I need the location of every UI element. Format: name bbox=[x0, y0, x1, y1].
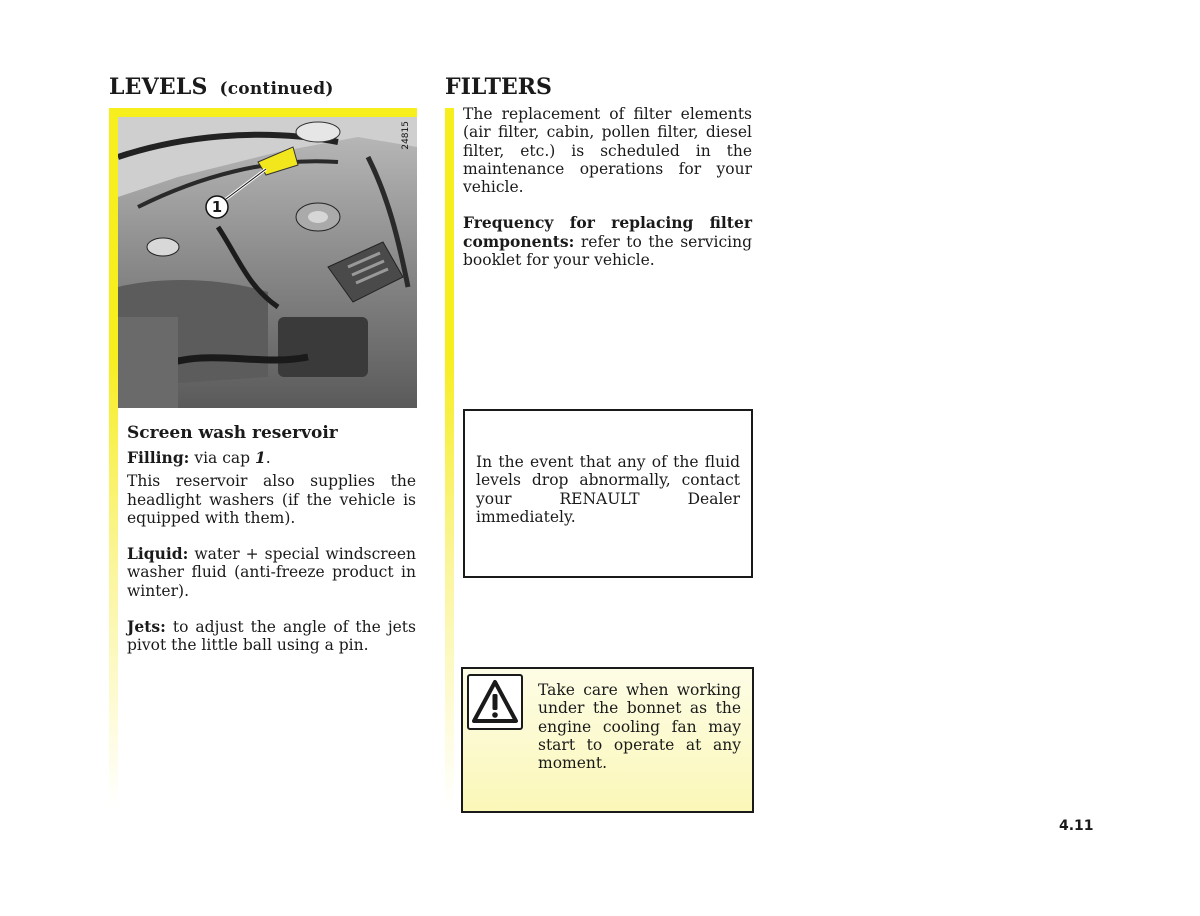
warning-triangle-icon bbox=[467, 674, 523, 730]
left-text-column bbox=[127, 422, 416, 655]
callout-label-1: 1 bbox=[211, 198, 223, 216]
heading-levels: LEVELS bbox=[109, 74, 208, 100]
warning-box bbox=[461, 667, 754, 813]
jets-paragraph bbox=[127, 618, 416, 655]
frequency-paragraph bbox=[463, 214, 752, 269]
accent-bar-top bbox=[109, 108, 417, 117]
filling-text: via cap bbox=[189, 449, 255, 467]
notice-text: In the event that any of the fluid levels drop abnormally, contact your RENAULT Dealer immediately. bbox=[476, 453, 740, 526]
page-number: 4.11 bbox=[1059, 818, 1094, 834]
engine-bay-illustration bbox=[118, 117, 417, 408]
heading-continued: (continued) bbox=[219, 79, 334, 99]
right-text-column bbox=[463, 105, 752, 269]
photo-reference-code: 24815 bbox=[401, 121, 411, 150]
jets-text: to adjust the angle of the jets pivot the little ball using a pin. bbox=[127, 618, 416, 655]
reservoir-paragraph: This reservoir also supplies the headlight washers (if the vehicle is equipped with them). bbox=[127, 472, 416, 527]
notice-box bbox=[463, 409, 753, 578]
filling-label: Filling: bbox=[127, 448, 190, 467]
filling-cap-ref: 1 bbox=[254, 448, 266, 467]
filling-end: . bbox=[265, 449, 271, 467]
accent-bar-left bbox=[109, 108, 118, 808]
heading-filters: FILTERS bbox=[445, 74, 552, 100]
engine-bay-photo bbox=[118, 117, 417, 408]
frequency-text: refer to the servicing booklet for your vehicle. bbox=[463, 232, 752, 270]
subheading-screen-wash: Screen wash reservoir bbox=[127, 423, 338, 443]
liquid-label: Liquid: bbox=[127, 544, 189, 564]
liquid-paragraph bbox=[127, 545, 416, 600]
liquid-text: water + special windscreen washer fluid (anti-freeze product in winter). bbox=[127, 545, 416, 600]
jets-label: Jets: bbox=[127, 617, 166, 637]
filling-paragraph bbox=[127, 449, 416, 467]
section-heading-levels bbox=[109, 74, 334, 100]
filters-intro: The replacement of filter elements (air filter, cabin, pollen filter, diesel filter, etc.) is scheduled in the maintenance operations for your vehicle. bbox=[463, 105, 752, 197]
warning-text: Take care when working under the bonnet as the engine cooling fan may start to operate at any moment. bbox=[538, 681, 741, 773]
frequency-label: Frequency for replacing filter components: bbox=[463, 213, 752, 251]
accent-bar-right bbox=[445, 108, 454, 808]
